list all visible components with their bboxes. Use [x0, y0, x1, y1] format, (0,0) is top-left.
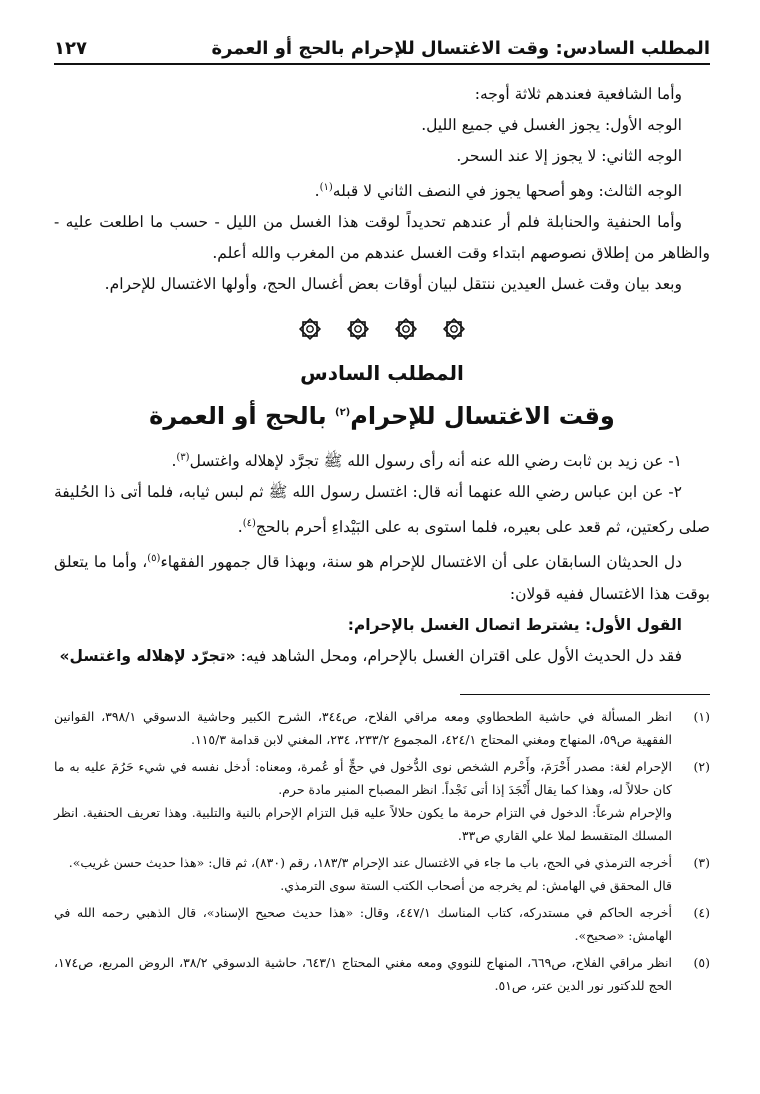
paragraph: وبعد بيان وقت غسل العيدين ننتقل لبيان أوقات بعض أغسال الحج، وأولها الاغتسال للإحرام. — [104, 275, 682, 294]
footnote-body — [54, 705, 672, 751]
section-title-text: وقت الاغتسال للإحرام — [350, 402, 615, 431]
footnotes — [54, 705, 710, 997]
footnote-ref[interactable]: (٥) — [147, 553, 161, 565]
hadith-text: ٢- عن ابن عباس رضي الله عنهما أنه قال: اغتسل رسول الله ﷺ ثم لبس ثيابه، فلما أتى ذا الحُليفة صلى ركعتين، ثم قعد على بعيره، فلما استوى به على البَيْداءِ أحرم بالحج — [54, 483, 710, 537]
ornament-icon — [441, 316, 467, 342]
paragraph: الوجه الأول: يجوز الغسل في جميع الليل. — [421, 116, 682, 134]
paragraph-text: دل الحديثان السابقان على أن الاغتسال للإحرام هو سنة، وبهذا قال جمهور الفقهاء — [160, 553, 682, 572]
paragraph — [54, 543, 710, 609]
footnote-number: (٤) — [693, 904, 710, 920]
hadith-end: . — [237, 518, 243, 537]
footnote-separator — [460, 694, 710, 695]
paragraph-text: الوجه الثالث: وهو أصحها يجوز في النصف الثاني لا قبله — [332, 182, 682, 201]
footnote-number: (١) — [693, 708, 710, 724]
footnote — [54, 755, 710, 847]
footnote-text: انظر المسألة في حاشية الطحطاوي ومعه مراقي الفلاح، ص٣٤٤، الشرح الكبير وحاشية الدسوقي ٣٩٨/١، القوانين الفقهية ص٥٩، المنهاج ومغني المحتاج ٤٢٤/١، المجموع ٢٣٣/٢، ٢٣٤، المغني لابن قدامة ١١٥/٣. — [54, 708, 672, 747]
footnote-text: الإحرام لغة: مصدر أَحْرَمَ، وأَحْرم الشخص نوى الدُّخول في حجٍّ أو عُمرة، ومعناه: أدخل نفسه في شيء حَرُمَ عليه به ما كان حلالاً له، وهذا كما يقال أَنْجَدَ إذا أتى نَجْداً. انظر المصباح المنير مادة حرم. — [54, 758, 672, 797]
paragraph — [54, 172, 710, 207]
footnote-number: (٢) — [693, 758, 710, 774]
footnote — [54, 901, 710, 947]
footnote-number: (٥) — [693, 954, 710, 970]
running-title: المطلب السادس: وقت الاغتسال للإحرام بالحج أو العمرة — [211, 38, 710, 59]
book-page — [54, 38, 710, 1001]
hadith-end: . — [171, 452, 177, 471]
footnote-text: أخرجه الحاكم في مستدركه، كتاب المناسك ٤٤٧/١، وقال: «هذا حديث صحيح الإسناد»، قال الذهبي رحمه الله في الهامش: «صحيح». — [54, 904, 672, 943]
footnote-ref[interactable]: (١) — [319, 182, 333, 193]
footnote-text: والإحرام شرعاً: الدخول في التزام حرمة ما يكون حلالاً عليه قبل التزام الإحرام بالنية والتلبية. وهذا تعريف الحنفية. انظر المسلك المتقسط لملا علي القاري ص٣٣. — [54, 804, 672, 843]
paragraph: وأما الشافعية فعندهم ثلاثة أوجه: — [474, 85, 682, 103]
section-title-text: بالحج أو العمرة — [149, 402, 335, 431]
ornament-icon — [345, 316, 371, 342]
footnote — [54, 705, 710, 751]
opinion-heading: القول الأول: يشترط اتصال الغسل بالإحرام: — [347, 615, 682, 634]
footnote — [54, 851, 710, 897]
page-header — [54, 38, 710, 65]
footnote-body — [54, 851, 672, 897]
footnote-text: قال المحقق في الهامش: لم يخرجه من أصحاب الكتب الستة سوى الترمذي. — [280, 877, 672, 893]
section-label: المطلب السادس — [300, 361, 464, 386]
footnote-ref[interactable]: (٤) — [242, 518, 256, 530]
ornament-icon — [297, 316, 323, 342]
main-text — [54, 79, 710, 672]
ornament-divider — [54, 316, 710, 342]
footnote-body — [54, 951, 672, 997]
footnote-body — [54, 901, 672, 947]
quote: «تجرّد لإهلاله واغتسل» — [59, 646, 236, 665]
footnote-ref[interactable]: (٢) — [334, 407, 351, 419]
paragraph: الوجه الثاني: لا يجوز إلا عند السحر. — [456, 147, 682, 165]
paragraph-end: . — [314, 182, 320, 201]
paragraph: وأما الحنفية والحنابلة فلم أر عندهم تحديداً لوقت هذا الغسل من الليل - حسب ما اطلعت عليه - والظاهر من إطلاق نصوصهم ابتداء وقت الغسل عندهم من المغرب والله أعلم. — [54, 213, 710, 263]
paragraph — [54, 641, 710, 672]
ornament-icon — [393, 316, 419, 342]
footnote-ref[interactable]: (٣) — [176, 452, 190, 464]
page-number: ١٢٧ — [54, 38, 87, 59]
footnote — [54, 951, 710, 997]
hadith — [54, 442, 710, 477]
footnote-text: انظر مراقي الفلاح، ص٦٦٩، المنهاج للنووي ومعه مغني المحتاج ٦٤٣/١، حاشية الدسوقي ٣٨/٢، الروض المربع، ص١٧٤، الحج للدكتور نور الدين عتر، ص٥١. — [54, 954, 672, 993]
footnote-text: أخرجه الترمذي في الحج، باب ما جاء في الاغتسال عند الإحرام ١٨٣/٣، رقم (٨٣٠)، ثم قال: «هذا حديث حسن غريب». — [68, 854, 672, 870]
hadith — [54, 477, 710, 543]
section-title — [54, 397, 710, 432]
paragraph-text: ، وأما ما يتعلق بوقت هذا الاغتسال ففيه قولان: — [54, 553, 710, 603]
footnote-body — [54, 755, 672, 847]
paragraph-text: فقد دل الحديث الأول على اقتران الغسل بالإحرام، ومحل الشاهد فيه: — [235, 646, 682, 665]
hadith-text: ١- عن زيد بن ثابت رضي الله عنه أنه رأى رسول الله ﷺ تجرَّد لإهلاله واغتسل — [189, 452, 682, 471]
footnote-number: (٣) — [693, 854, 710, 870]
